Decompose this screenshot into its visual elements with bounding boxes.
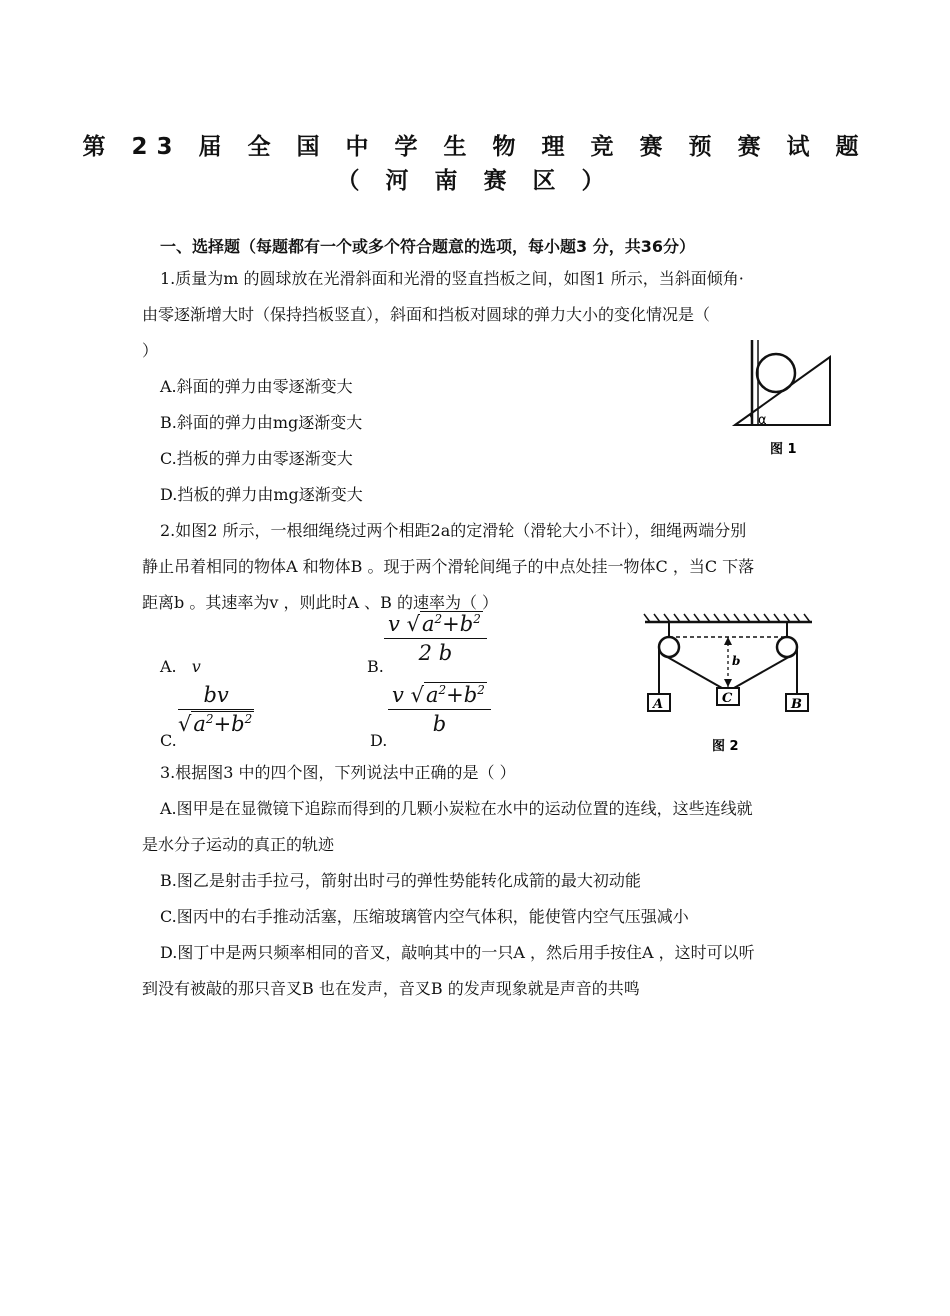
figure-2-caption: 图 2 — [712, 739, 739, 754]
q1-stem-line1: 1.质量为m 的圆球放在光滑斜面和光滑的竖直挡板之间，如图1 所示，当斜面倾角· — [160, 269, 744, 288]
label-b: B — [791, 697, 802, 712]
label-c: C — [722, 691, 733, 706]
q2-option-c-label: C. — [160, 731, 177, 750]
arrow-down — [724, 679, 732, 687]
q2-option-a-value: v — [191, 657, 201, 676]
q2-option-c-fraction: $\frac{bv}{√a^2+b^2}$ — [178, 683, 253, 736]
q2-option-d-den: b — [388, 709, 491, 736]
q2-stem-line2: 静止吊着相同的物体A 和物体B 。现于两个滑轮间绳子的中点处挂一物体C ，当C 下落 — [142, 557, 755, 576]
q2-option-c-a: a — [193, 712, 206, 736]
q1-stem-line3: ） — [142, 341, 159, 360]
q2-option-b-den: 2 b — [384, 638, 487, 665]
q1-option-d: D.挡板的弹力由mg逐渐变大 — [160, 485, 363, 504]
page-subtitle: （ 河 南 赛 区 ） — [336, 168, 614, 194]
q1-stem-line2: 由零逐渐增大时（保持挡板竖直），斜面和挡板对圆球的弹力大小的变化情况是（ — [142, 305, 711, 324]
q3-option-b: B.图乙是射击手拉弓，箭射出时弓的弹性势能转化成箭的最大初动能 — [160, 871, 641, 890]
q2-option-d-label: D. — [370, 731, 388, 750]
q2-option-b-label: B. — [367, 657, 384, 676]
q2-option-c-b: b — [231, 712, 245, 736]
left-rope — [662, 654, 722, 688]
q2-option-b-b: b — [459, 612, 474, 636]
q2-option-c-num: bv — [203, 683, 229, 707]
q3-stem: 3.根据图3 中的四个图，下列说法中正确的是（ ） — [160, 763, 516, 782]
q2-stem-line1: 2.如图2 所示，一根细绳绕过两个相距2a的定滑轮（滑轮大小不计），细绳两端分别 — [160, 521, 747, 540]
q2-stem-line3: 距离b 。其速率为v ，则此时A 、B 的速率为（ ） — [142, 593, 499, 612]
q2-option-d-fraction: $\frac{v √a^2+b^2}{b}$ — [388, 683, 491, 736]
ball-circle — [757, 354, 795, 392]
q2-option-d-b: b — [463, 683, 478, 707]
figure-1-caption: 图 1 — [770, 442, 797, 457]
q3-option-a-line2: 是水分子运动的真正的轨迹 — [142, 835, 335, 854]
right-rope — [734, 654, 794, 688]
label-a: A — [653, 697, 664, 712]
q1-option-b: B.斜面的弹力由mg逐渐变大 — [160, 413, 363, 432]
page-title: 第 23 届 全 国 中 学 生 物 理 竞 赛 预 赛 试 题 — [82, 134, 868, 160]
arrow-up — [724, 637, 732, 645]
figure-1-incline — [730, 335, 840, 460]
q2-option-a-label: A. — [160, 657, 177, 676]
q3-option-a-line1: A.图甲是在显微镜下追踪而得到的几颗小炭粒在水中的运动位置的连线，这些连线就 — [160, 799, 753, 818]
q3-option-c: C.图丙中的右手推动活塞，压缩玻璃管内空气体积，能使管内空气压强减小 — [160, 907, 689, 926]
q2-option-b-a: a — [421, 612, 435, 636]
figure-2-pulleys — [640, 610, 820, 758]
q2-option-d-v: v — [392, 683, 404, 707]
q2-option-a — [160, 656, 201, 678]
angle-label: α — [758, 413, 767, 428]
label-b-distance: b — [732, 654, 741, 668]
section-heading: 一、选择题（每题都有一个或多个符合题意的选项，每小题3 分，共36分） — [160, 237, 695, 256]
q1-option-a: A.斜面的弹力由零逐渐变大 — [160, 377, 353, 396]
q2-option-d-a: a — [425, 683, 439, 707]
q1-option-c: C.挡板的弹力由零逐渐变大 — [160, 449, 353, 468]
q3-option-d-line1: D.图丁中是两只频率相同的音叉，敲响其中的一只A ，然后用手按住A ，这时可以听 — [160, 943, 755, 962]
q2-option-b-v: v — [388, 612, 400, 636]
q2-option-b-fraction: $\frac{v √a^2+b^2}{2 b}$ — [384, 612, 487, 665]
q3-option-d-line2: 到没有被敲的那只音叉B 也在发声，音叉B 的发声现象就是声音的共鸣 — [142, 979, 640, 998]
